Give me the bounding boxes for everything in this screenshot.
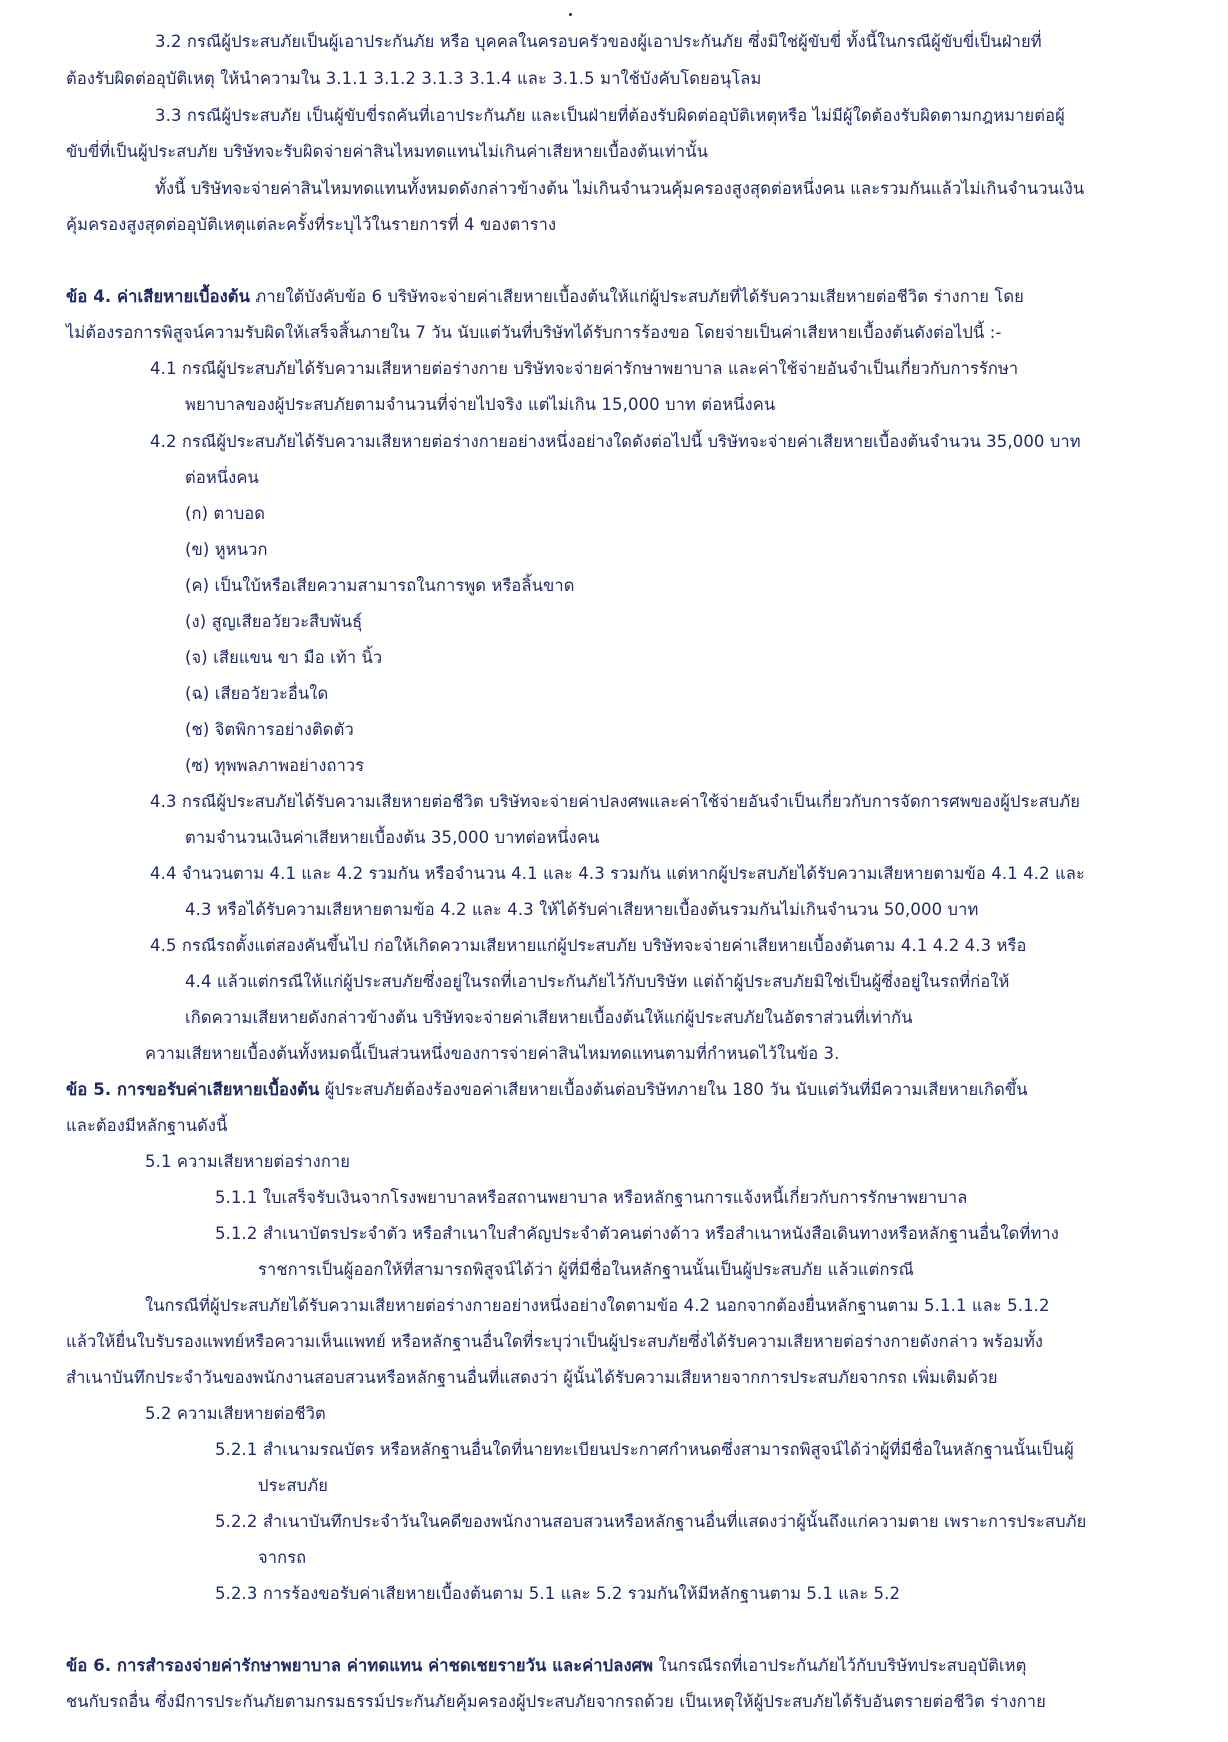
- clause-3-2-line-1: 3.2 กรณีผู้ประสบภัยเป็นผู้เอาประกันภัย หรือ บุคคลในครอบครัวของผู้เอาประกันภัย ซึ่งมิใช่ผู้ขับขี่ ทั้งนี้ในกรณีผู้ขับขี่เป็นฝ่ายที่: [155, 32, 1042, 51]
- article-4-line-1: ภายใต้บังคับข้อ 6 บริษัทจะจ่ายค่าเสียหายเบื้องต้นให้แก่ผู้ประสบภัยที่ได้รับความเสียหายต่อชีวิต ร่างกาย โดย: [250, 287, 1024, 306]
- list-item-f: (ฉ) เสียอวัยวะอื่นใด: [185, 684, 329, 703]
- article-5-heading: ข้อ 5. การขอรับค่าเสียหายเบื้องต้น: [66, 1080, 320, 1099]
- article-6-heading: ข้อ 6. การสำรองจ่ายค่ารักษาพยาบาล ค่าทดแทน ค่าชดเชยรายวัน และค่าปลงศพ: [66, 1656, 654, 1675]
- clause-4-3-line-2: ตามจำนวนเงินค่าเสียหายเบื้องต้น 35,000 บาทต่อหนึ่งคน: [185, 828, 600, 847]
- clause-5-1-2-line-1: 5.1.2 สำเนาบัตรประจำตัว หรือสำเนาใบสำคัญประจำตัวคนต่างด้าว หรือสำเนาหนังสือเดินทางหรือหลักฐานอื่นใดที่ทาง: [215, 1224, 1059, 1243]
- clause-4-4-line-1: 4.4 จำนวนตาม 4.1 และ 4.2 รวมกัน หรือจำนวน 4.1 และ 4.3 รวมกัน แต่หากผู้ประสบภัยได้รับความเสียหายตามข้อ 4.1 4.2 และ: [150, 864, 1085, 883]
- clause-3-note-line-1: ทั้งนี้ บริษัทจะจ่ายค่าสินไหมทดแทนทั้งหมดดังกล่าวข้างต้น ไม่เกินจำนวนคุ้มครองสูงสุดต่อหนึ่งคน และรวมกันแล้วไม่เกินจำนวนเงิน: [155, 179, 1085, 198]
- article-6-line-1: ในกรณีรถที่เอาประกันภัยไว้กับบริษัทประสบอุบัติเหตุ: [653, 1656, 1027, 1675]
- clause-5-2-1-line-1: 5.2.1 สำเนามรณบัตร หรือหลักฐานอื่นใดที่นายทะเบียนประกาศกำหนดซึ่งสามารถพิสูจน์ได้ว่าผู้ที่มีชื่อในหลักฐานนั้นเป็นผู้: [215, 1440, 1074, 1459]
- article-5-line-1: ผู้ประสบภัยต้องร้องขอค่าเสียหายเบื้องต้นต่อบริษัทภายใน 180 วัน นับแต่วันที่มีความเสียหายเกิดขึ้น: [319, 1080, 1028, 1099]
- list-item-a: (ก) ตาบอด: [185, 504, 266, 523]
- clause-5-2-3: 5.2.3 การร้องขอรับค่าเสียหายเบื้องต้นตาม 5.1 และ 5.2 รวมกันให้มีหลักฐานตาม 5.1 และ 5.2: [215, 1584, 901, 1603]
- clause-5-1-2-line-2: ราชการเป็นผู้ออกให้ที่สามารถพิสูจน์ได้ว่า ผู้ที่มีชื่อในหลักฐานนั้นเป็นผู้ประสบภัย แล้วแต่กรณี: [258, 1260, 914, 1279]
- clause-3-3-line-1: 3.3 กรณีผู้ประสบภัย เป็นผู้ขับขี่รถคันที่เอาประกันภัย และเป็นฝ่ายที่ต้องรับผิดต่ออุบัติเหตุหรือ ไม่มีผู้ใดต้องรับผิดตามกฎหมายต่อผู้: [155, 106, 1065, 125]
- article-6-paragraph: [66, 1654, 1026, 1678]
- clause-3-2-line-2: ต้องรับผิดต่ออุบัติเหตุ ให้นำความใน 3.1.1 3.1.2 3.1.3 3.1.4 และ 3.1.5 มาใช้บังคับโดยอนุโลม: [66, 69, 762, 88]
- clause-3-3-line-2: ขับขี่ที่เป็นผู้ประสบภัย บริษัทจะรับผิดจ่ายค่าสินไหมทดแทนไม่เกินค่าเสียหายเบื้องต้นเท่านั้น: [66, 142, 709, 161]
- article-4-paragraph: [66, 285, 1024, 309]
- clause-4-2-line-2: ต่อหนึ่งคน: [185, 468, 259, 487]
- clause-5-2-1-line-2: ประสบภัย: [258, 1476, 328, 1495]
- list-item-e: (จ) เสียแขน ขา มือ เท้า นิ้ว: [185, 648, 383, 667]
- article-4-line-2: ไม่ต้องรอการพิสูจน์ความรับผิดให้เสร็จสิ้นภายใน 7 วัน นับแต่วันที่บริษัทได้รับการร้องขอ โดยจ่ายเป็นค่าเสียหายเบื้องต้นดังต่อไปนี้ :-: [66, 323, 1002, 342]
- list-item-c: (ค) เป็นใบ้หรือเสียความสามารถในการพูด หรือลิ้นขาด: [185, 576, 575, 595]
- clause-4-1-line-1: 4.1 กรณีผู้ประสบภัยได้รับความเสียหายต่อร่างกาย บริษัทจะจ่ายค่ารักษาพยาบาล และค่าใช้จ่ายอันจำเป็นเกี่ยวกับการรักษา: [150, 359, 1019, 378]
- clause-5-2-2-line-1: 5.2.2 สำเนาบันทึกประจำวันในคดีของพนักงานสอบสวนหรือหลักฐานอื่นที่แสดงว่าผู้นั้นถึงแก่ความตาย เพราะการประสบภัย: [215, 1512, 1087, 1531]
- clause-4-1-line-2: พยาบาลของผู้ประสบภัยตามจำนวนที่จ่ายไปจริง แต่ไม่เกิน 15,000 บาท ต่อหนึ่งคน: [185, 395, 776, 414]
- clause-4-5-line-3: เกิดความเสียหายดังกล่าวข้างต้น บริษัทจะจ่ายค่าเสียหายเบื้องต้นให้แก่ผู้ประสบภัยในอัตราส่วนที่เท่ากัน: [185, 1008, 913, 1027]
- clause-4-3-line-1: 4.3 กรณีผู้ประสบภัยได้รับความเสียหายต่อชีวิต บริษัทจะจ่ายค่าปลงศพและค่าใช้จ่ายอันจำเป็นเกี่ยวกับการจัดการศพของผู้ประสบภัย: [150, 792, 1081, 811]
- clause-4-5-line-1: 4.5 กรณีรถตั้งแต่สองคันขึ้นไป ก่อให้เกิดความเสียหายแก่ผู้ประสบภัย บริษัทจะจ่ายค่าเสียหายเบื้องต้นตาม 4.1 4.2 4.3 หรือ: [150, 936, 1027, 955]
- article-4-heading: ข้อ 4. ค่าเสียหายเบื้องต้น: [66, 287, 250, 306]
- article-5-paragraph: [66, 1078, 1028, 1102]
- speck-mark: [569, 13, 572, 16]
- clause-4-5-line-2: 4.4 แล้วแต่กรณีให้แก่ผู้ประสบภัยซึ่งอยู่ในรถที่เอาประกันภัยไว้กับบริษัท แต่ถ้าผู้ประสบภัยมิใช่เป็นผู้ซึ่งอยู่ในรถที่ก่อให้: [185, 972, 1010, 991]
- list-item-b: (ข) หูหนวก: [185, 540, 268, 559]
- list-item-h: (ซ) ทุพพลภาพอย่างถาวร: [185, 756, 365, 775]
- list-item-g: (ช) จิตพิการอย่างติดตัว: [185, 720, 354, 739]
- article-5-line-2: และต้องมีหลักฐานดังนี้: [66, 1116, 228, 1135]
- clause-4-2-line-1: 4.2 กรณีผู้ประสบภัยได้รับความเสียหายต่อร่างกายอย่างหนึ่งอย่างใดดังต่อไปนี้ บริษัทจะจ่ายค่าเสียหายเบื้องต้นจำนวน 35,000 บาท: [150, 432, 1081, 451]
- clause-3-note-line-2: คุ้มครองสูงสุดต่ออุบัติเหตุแต่ละครั้งที่ระบุไว้ในรายการที่ 4 ของตาราง: [66, 215, 557, 234]
- clause-5-1-heading: 5.1 ความเสียหายต่อร่างกาย: [145, 1152, 351, 1171]
- article-6-line-2: ชนกับรถอื่น ซึ่งมีการประกันภัยตามกรมธรรม์ประกันภัยคุ้มครองผู้ประสบภัยจากรถด้วย เป็นเหตุให้ผู้ประสบภัยได้รับอันตรายต่อชีวิต ร่างกาย: [66, 1692, 1046, 1711]
- clause-5-para-line-2: แล้วให้ยื่นใบรับรองแพทย์หรือความเห็นแพทย์ หรือหลักฐานอื่นใดที่ระบุว่าเป็นผู้ประสบภัยซึ่งได้รับความเสียหายต่อร่างกายดังกล่าว พร้อมทั้ง: [66, 1332, 1044, 1351]
- clause-5-2-2-line-2: จากรถ: [258, 1548, 307, 1567]
- clause-5-para-line-1: ในกรณีที่ผู้ประสบภัยได้รับความเสียหายต่อร่างกายอย่างหนึ่งอย่างใดตามข้อ 4.2 นอกจากต้องยื่นหลักฐานตาม 5.1.1 และ 5.1.2: [145, 1296, 1050, 1315]
- clause-5-para-line-3: สำเนาบันทึกประจำวันของพนักงานสอบสวนหรือหลักฐานอื่นที่แสดงว่า ผู้นั้นได้รับความเสียหายจากการประสบภัยจากรถ เพิ่มเติมด้วย: [66, 1368, 998, 1387]
- clause-5-2-heading: 5.2 ความเสียหายต่อชีวิต: [145, 1404, 326, 1423]
- clause-4-4-line-2: 4.3 หรือได้รับความเสียหายตามข้อ 4.2 และ 4.3 ให้ได้รับค่าเสียหายเบื้องต้นรวมกันไม่เกินจำนวน 50,000 บาท: [185, 900, 979, 919]
- clause-5-1-1: 5.1.1 ใบเสร็จรับเงินจากโรงพยาบาลหรือสถานพยาบาล หรือหลักฐานการแจ้งหนี้เกี่ยวกับการรักษาพยาบาล: [215, 1188, 968, 1207]
- article-4-closing: ความเสียหายเบื้องต้นทั้งหมดนี้เป็นส่วนหนึ่งของการจ่ายค่าสินไหมทดแทนตามที่กำหนดไว้ในข้อ 3.: [145, 1044, 840, 1063]
- list-item-d: (ง) สูญเสียอวัยวะสืบพันธุ์: [185, 612, 363, 631]
